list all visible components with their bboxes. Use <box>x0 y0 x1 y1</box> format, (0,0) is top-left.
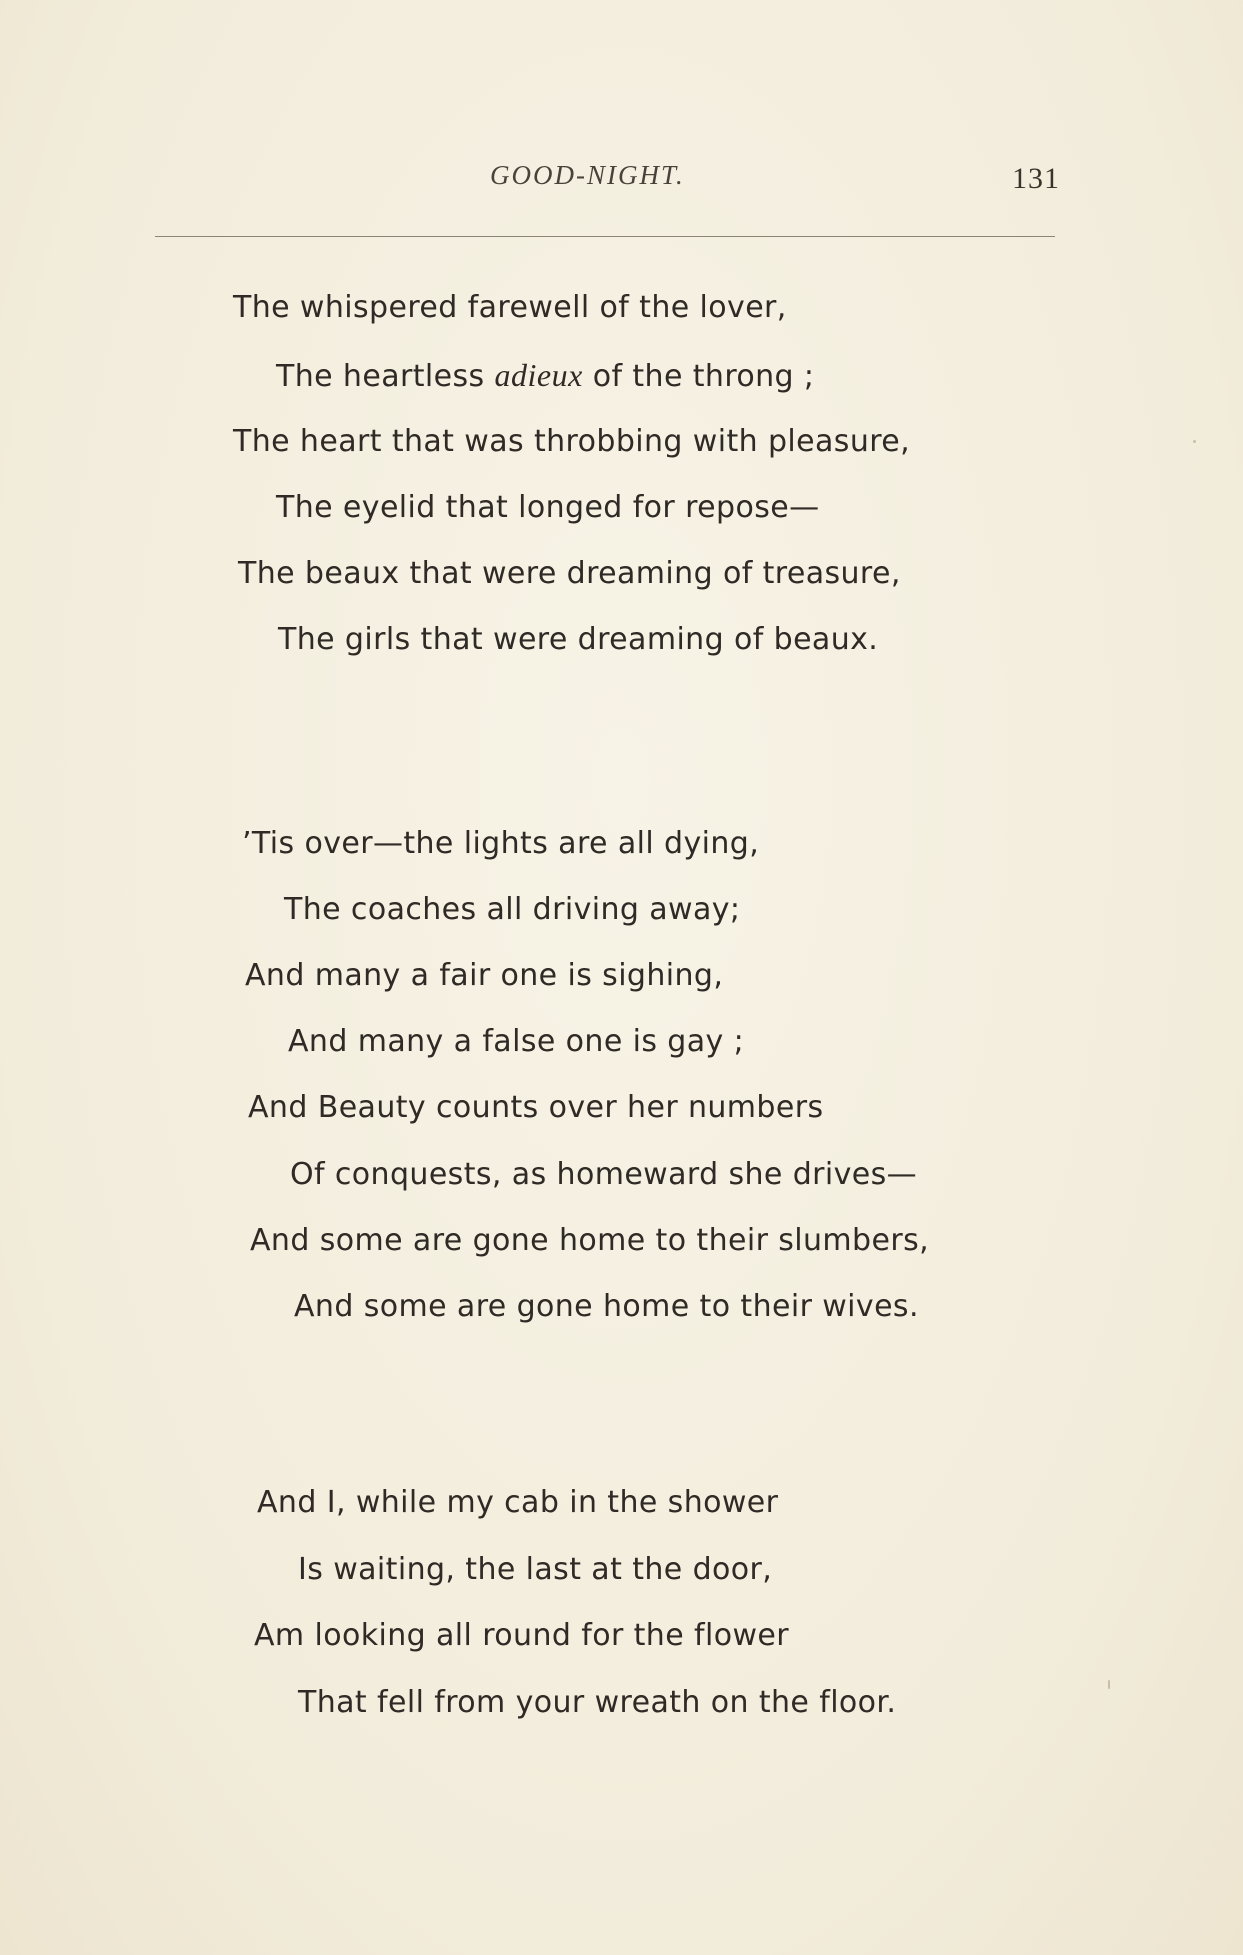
poem-line: Am looking all round for the flower <box>254 1618 789 1653</box>
poem-line: The coaches all driving away; <box>284 892 741 927</box>
paper-speck <box>1193 440 1196 443</box>
poem-line: ’Tis over—the lights are all dying, <box>242 826 760 861</box>
poem-line: The girls that were dreaming of beaux. <box>278 622 879 657</box>
poem-line: Of conquests, as homeward she drives— <box>290 1157 918 1192</box>
header-rule <box>155 236 1055 237</box>
line-text-after: of the throng ; <box>582 359 815 394</box>
poem-line: The eyelid that longed for repose— <box>276 490 820 525</box>
poem-line <box>276 357 814 394</box>
poem-line: The heart that was throbbing with pleasure, <box>233 424 911 459</box>
poem-line: And many a false one is gay ; <box>288 1024 745 1059</box>
line-text-before: The heartless <box>276 359 495 394</box>
poem-line: And some are gone home to their slumbers, <box>250 1223 930 1258</box>
poem-line: The beaux that were dreaming of treasure, <box>238 556 901 591</box>
italic-word: adieux <box>494 357 583 393</box>
poem-line: The whispered farewell of the lover, <box>233 290 787 325</box>
poem-line: And I, while my cab in the shower <box>257 1485 779 1520</box>
poem-line: And some are gone home to their wives. <box>294 1289 919 1324</box>
poem-line: And Beauty counts over her numbers <box>248 1090 824 1125</box>
poem-line: That fell from your wreath on the floor. <box>298 1685 897 1720</box>
poem-line: Is waiting, the last at the door, <box>298 1552 773 1587</box>
poem-line: And many a fair one is sighing, <box>245 958 724 993</box>
running-head: GOOD-NIGHT. <box>490 160 685 190</box>
page-header <box>0 160 1243 204</box>
page-number: 131 <box>1012 162 1060 195</box>
paper-speck <box>1108 1680 1110 1689</box>
